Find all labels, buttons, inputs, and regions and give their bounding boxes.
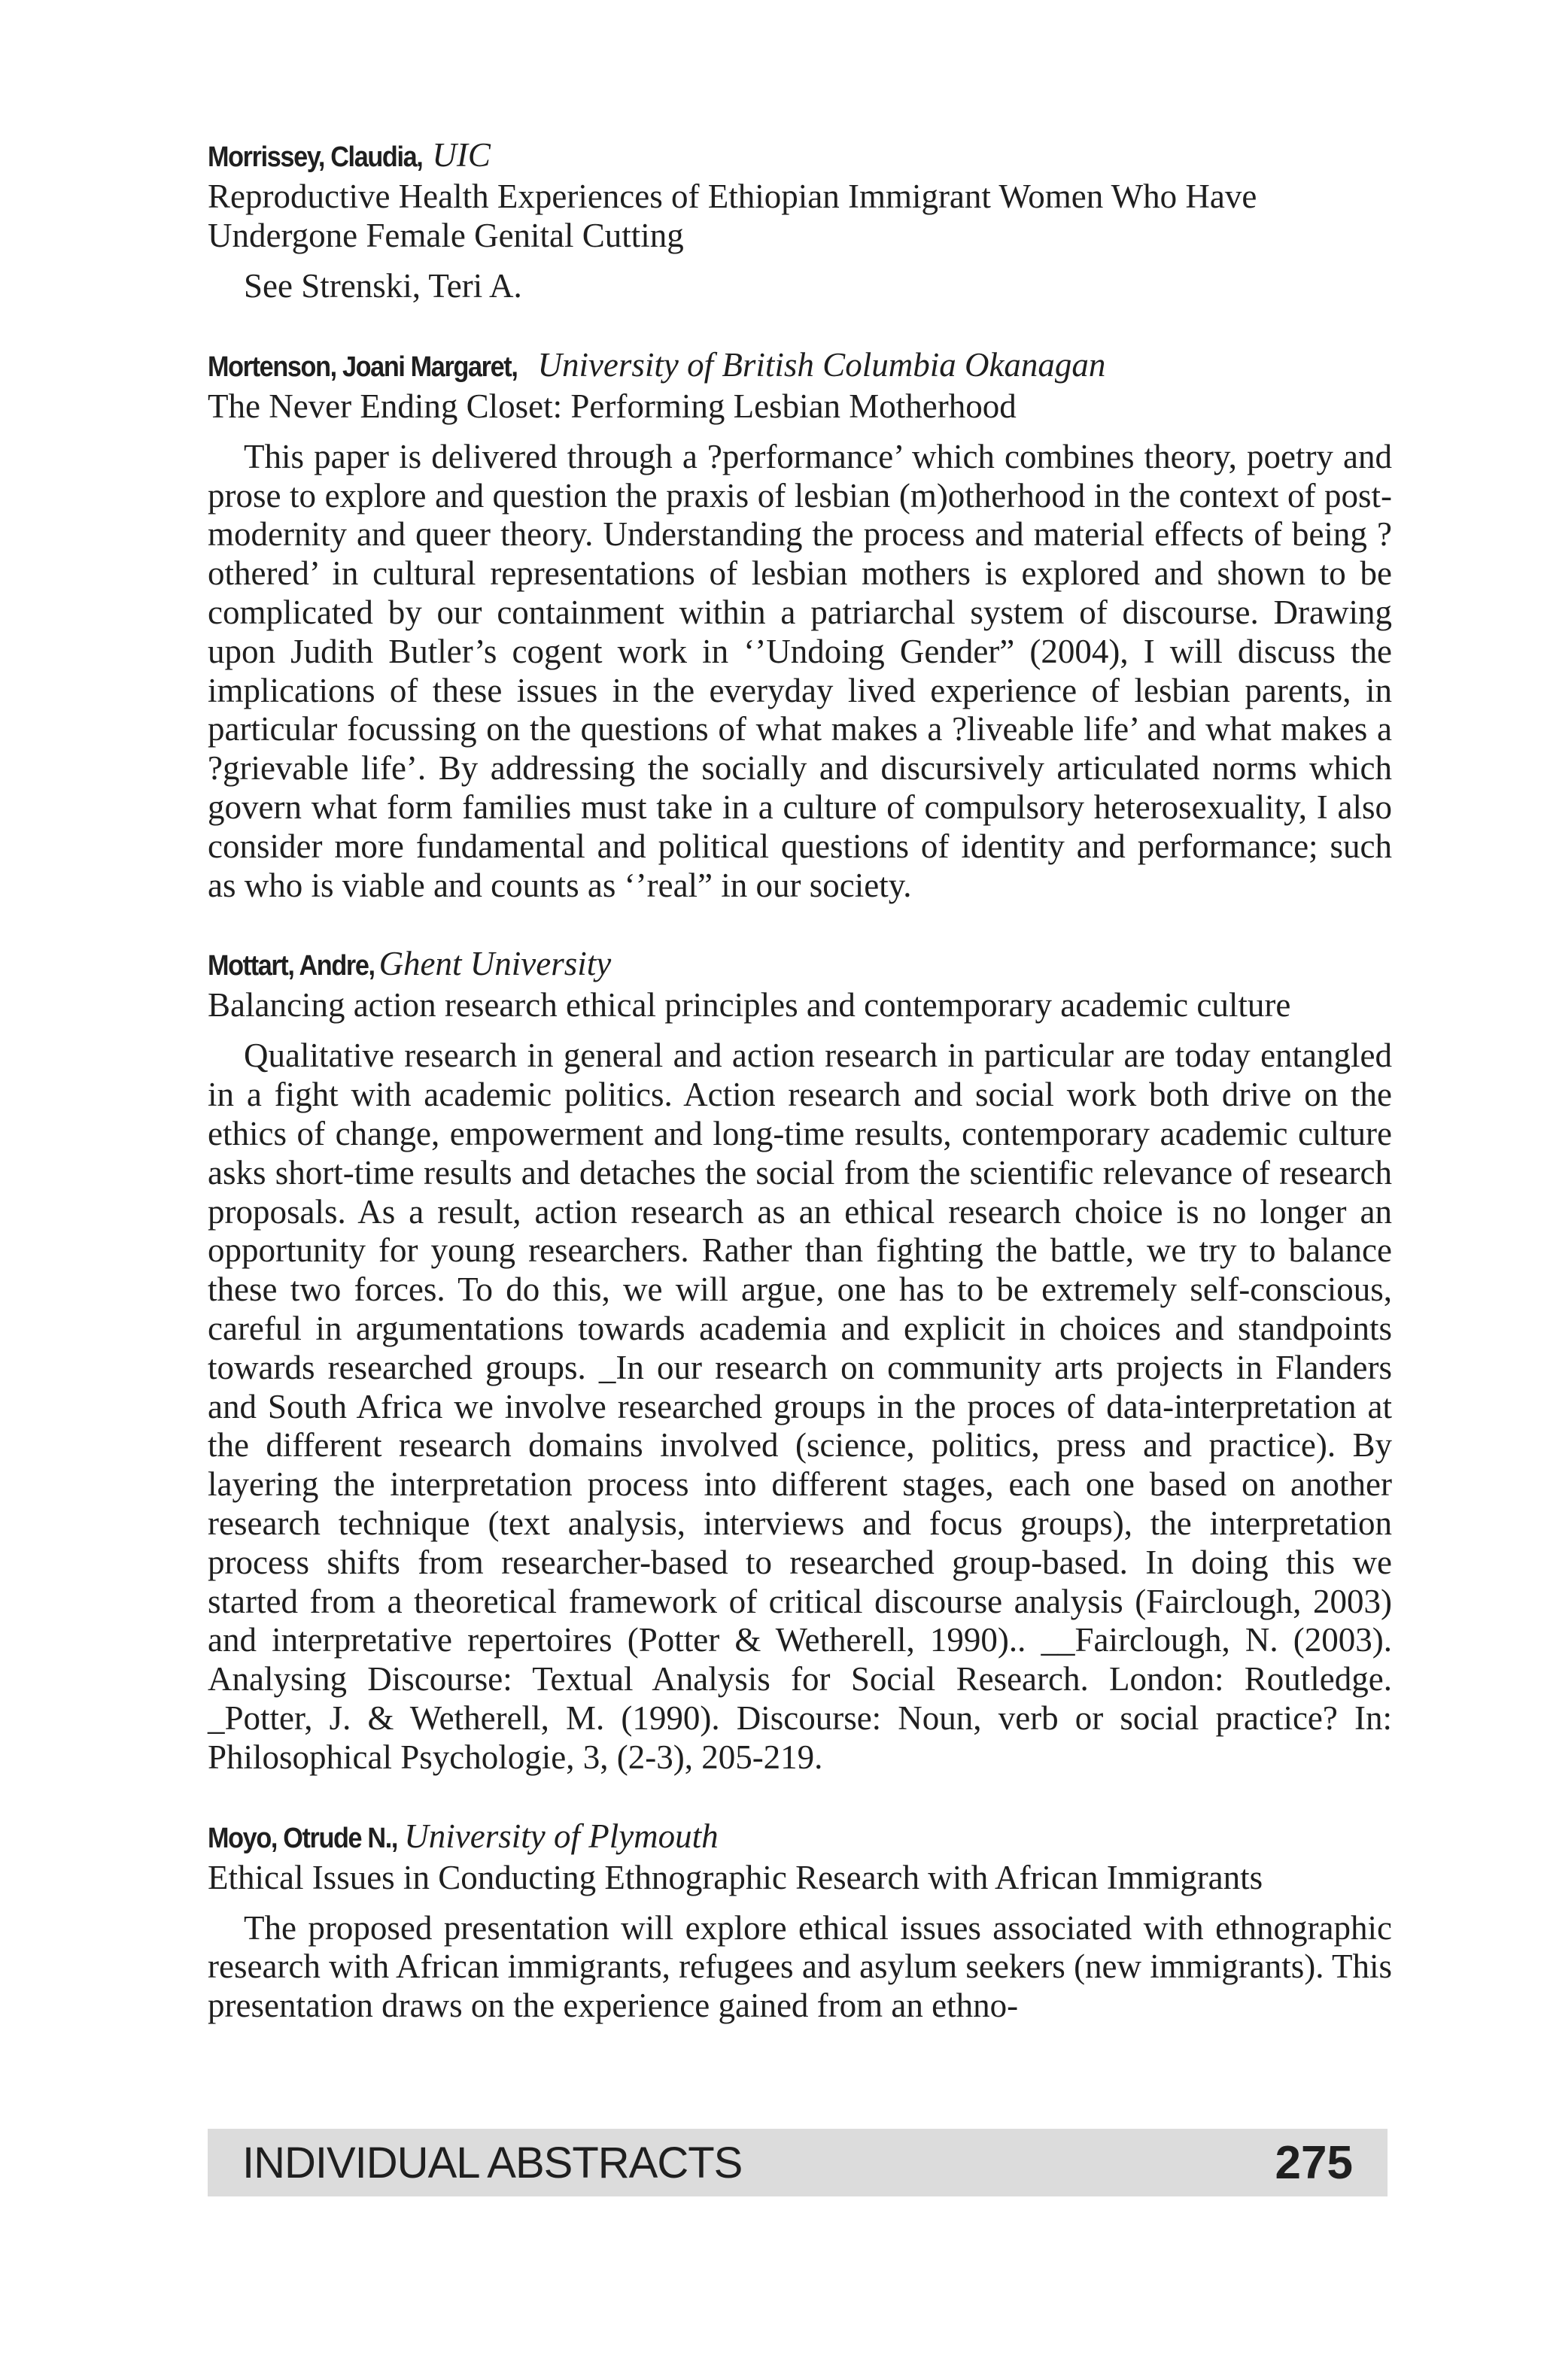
author-name: Morrissey, Claudia, bbox=[208, 141, 423, 173]
author-name: Mottart, Andre, bbox=[208, 950, 375, 982]
author-name: Mortenson, Joani Margaret, bbox=[208, 351, 518, 383]
page-footer bbox=[208, 2129, 1388, 2196]
abstract-title: Balancing action research ethical principles and contemporary academic culture bbox=[208, 986, 1291, 1025]
author-affiliation: University of Plymouth bbox=[404, 1817, 719, 1855]
author-line bbox=[208, 1817, 1392, 1858]
abstract-title: Ethical Issues in Conducting Ethnographic Research with African Immigrants bbox=[208, 1858, 1263, 1896]
section-label: INDIVIDUAL ABSTRACTS bbox=[242, 2139, 743, 2187]
author-line bbox=[208, 944, 1392, 985]
abstract-title: The Never Ending Closet: Performing Lesbian Motherhood bbox=[208, 387, 1017, 425]
author-line bbox=[208, 345, 1392, 387]
abstract-title: Reproductive Health Experiences of Ethiopian Immigrant Women Who Have Undergone Female Genital Cutting bbox=[208, 178, 1257, 254]
abstract-entry-mottart bbox=[208, 944, 1392, 1777]
abstracts-page bbox=[208, 135, 1392, 2065]
abstract-text: This paper is delivered through a ?performance’ which combines theory, poetry and prose to explore and question the praxis of lesbian (m)otherhood in the context of post-modernity and queer theory. Understanding the process and material effects of being ?othered’ in cultural representations of lesbian mothers is explored and shown to be complicated by our containment within a patriarchal system of discourse. Drawing upon Judith Butler’s cogent work in ‘’Undoing Gender” (2004), I will discuss the implications of these issues in the everyday lived experience of lesbian parents, in particular focussing on the questions of what makes a ?liveable life’ and what makes a ?grievable life’. By addressing the socially and discursively articulated norms which govern what form families must take in a culture of compulsory heterosexuality, I also consider more fundamental and political questions of identity and performance; such as who is viable and counts as ‘’real” in our society. bbox=[208, 437, 1392, 904]
abstract-entry-morrissey bbox=[208, 135, 1392, 306]
author-name: Moyo, Otrude N., bbox=[208, 1822, 397, 1854]
author-line bbox=[208, 135, 1392, 177]
author-affiliation: Ghent University bbox=[378, 945, 612, 983]
abstract-text: The proposed presentation will explore ethical issues associated with ethnographic research with African immigrants, refugees and asylum seekers (new immigrants). This presentation draws on the experience gained from an ethno- bbox=[208, 1908, 1392, 2025]
author-affiliation: University of British Columbia Okanagan bbox=[537, 345, 1106, 384]
abstract-text: Qualitative research in general and action research in particular are today entangled in a fight with academic politics. Action research and social work both drive on the ethics of change, empowerment and long-time results, contemporary academic culture asks short-time results and detaches the social from the scientific relevance of research proposals. As a result, action research as an ethical research choice is no longer an opportunity for young researchers. Rather than fighting the battle, we try to balance these two forces. To do this, we will argue, one has to be extremely self-conscious, careful in argumentations towards academia and explicit in choices and standpoints towards researched groups. _In our research on community arts projects in Flanders and South Africa we involve researched groups in the proces of data-interpretation at the different research domains involved (science, politics, press and practice). By layering the interpretation process into different stages, each one based on another research technique (text analysis, interviews and focus groups), the interpretation process shifts from researcher-based to researched group-based. In doing this we started from a theoretical framework of critical discourse analysis (Fairclough, 2003) and interpretative repertoires (Potter & Wetherell, 1990).. __Fairclough, N. (2003). Analysing Discourse: Textual Analysis for Social Research. London: Routledge. _Potter, J. & Wetherell, M. (1990). Discourse: Noun, verb or social practice? In: Philosophical Psychologie, 3, (2-3), 205-219. bbox=[208, 1037, 1392, 1776]
abstract-entry-mortenson bbox=[208, 345, 1392, 906]
abstract-entry-moyo bbox=[208, 1817, 1392, 2026]
abstract-text: See Strenski, Teri A. bbox=[244, 267, 522, 305]
author-affiliation: UIC bbox=[432, 136, 491, 174]
page-number: 275 bbox=[1275, 2137, 1353, 2189]
